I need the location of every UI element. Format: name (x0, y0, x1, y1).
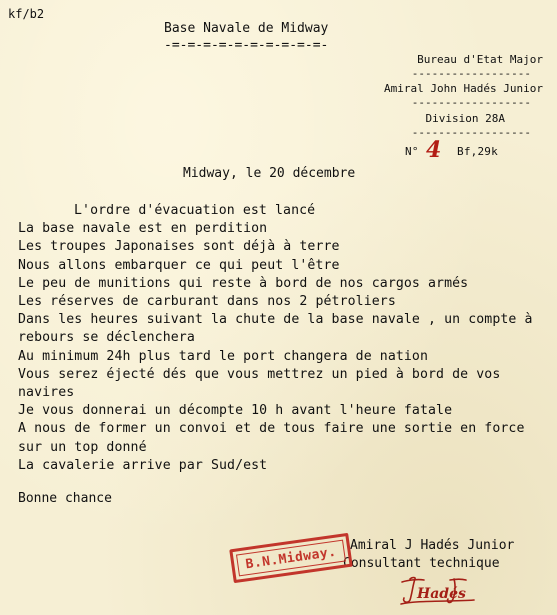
document-title: Base Navale de Midway (164, 21, 329, 36)
reference-code: kf/b2 (8, 7, 45, 21)
handwritten-signature (398, 574, 480, 606)
number-prefix: N° (405, 145, 419, 158)
admiral-name: Amiral John Hadés Junior (384, 82, 543, 95)
handwritten-signature-text: Hadés (417, 586, 466, 602)
header-rule-2: ------------------ (411, 96, 531, 109)
header-rule-1: ------------------ (411, 67, 531, 80)
body-line: Les réserves de carburant dans nos 2 pétroliers (18, 294, 396, 310)
body-line: La base navale est en perdition (18, 221, 268, 237)
body-line: Nous allons embarquer ce qui peut l'être (18, 257, 340, 273)
document-date: Midway, le 20 décembre (183, 166, 356, 181)
body-line: Au minimum 24h plus tard le port changera de nation (18, 348, 429, 364)
signatory-name: Amiral J Hadés Junior (350, 538, 515, 553)
body-line: Vous serez éjecté dés que vous mettrez un pied à bord de vos navires (18, 366, 501, 401)
closing-line: Bonne chance (18, 491, 112, 506)
body-line: La cavalerie arrive par Sud/est (18, 457, 268, 473)
body-line: Le peu de munitions qui reste à bord de nos cargos armés (18, 275, 469, 291)
bureau-label: Bureau d'Etat Major (417, 53, 543, 66)
division-label: Division 28A (425, 112, 505, 125)
body-line: A nous de former un convoi et de tous faire une sortie en force sur un top donné (18, 421, 525, 455)
body-line: L'ordre d'évacuation est lancé (74, 203, 316, 218)
letter-body (18, 202, 543, 475)
stamp-text: B.N.Midway. (236, 540, 346, 577)
signatory-role: Consultant technique (343, 556, 500, 571)
body-line: Les troupes Japonaises sont déjà à terre (18, 239, 340, 255)
body-line: Dans les heures suivant la chute de la base navale , un compte à rebours se déclenchera (18, 312, 533, 346)
document-number: 4 (426, 137, 442, 163)
number-suffix: Bf,29k (457, 145, 498, 158)
header-rule-3: ------------------ (411, 126, 531, 139)
title-underline: -=-=-=-=-=-=-=-=-=-=- (164, 38, 329, 53)
body-line: Je vous donnerai un décompte 10 h avant l'heure fatale (18, 403, 453, 419)
